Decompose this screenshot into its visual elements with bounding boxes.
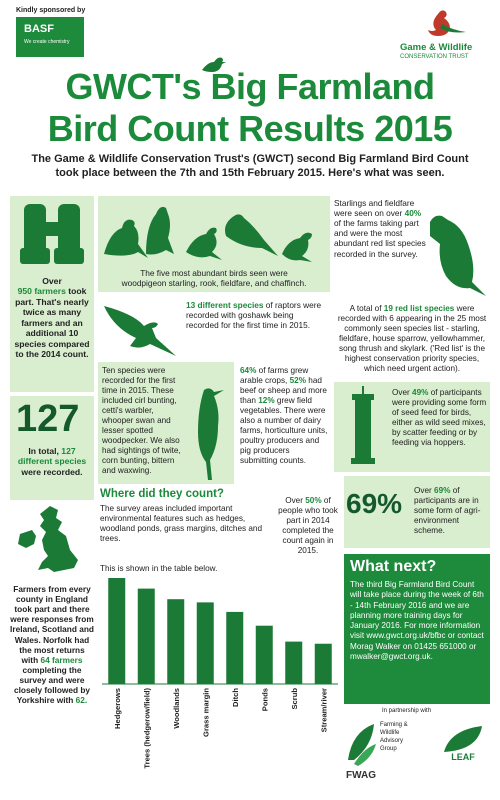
starlings-pre: Starlings and fieldfare were seen on over: [334, 198, 415, 219]
agri-text: [414, 486, 488, 536]
farmers-text: [14, 276, 90, 360]
starlings-pct: 40%: [404, 208, 422, 219]
arable-panel: [238, 362, 330, 484]
farmers-pre: Over: [42, 276, 62, 286]
farmers-post: took part. That's nearly twice as many farmers and an additional 10 species compared to the 2014 count.: [14, 286, 90, 360]
seed-post: of participants were providing some form of seed feed for birds, either as wild seed mixes, by scatter feeding or by feeding via hoppers.: [392, 388, 487, 447]
binoculars-panel: [10, 196, 94, 392]
habitat-chart: [98, 574, 338, 784]
counties-number2: 62.: [75, 695, 88, 706]
red-list-text: [334, 304, 490, 374]
arable-pct3: 12%: [258, 396, 275, 405]
arable-t2: had beef or sheep and more than: [240, 376, 327, 405]
raptors-number: 13 different species: [186, 300, 264, 310]
pheasant-icon: [398, 6, 494, 40]
species-pre: In total,: [28, 446, 59, 456]
bird-feeder-icon: [348, 386, 378, 470]
species-panel: [10, 396, 94, 500]
raptors-panel: [98, 296, 330, 360]
fwag-line2: Wildlife: [380, 730, 400, 736]
chart-bar-1: [108, 578, 125, 684]
habitat-bar-chart: [98, 574, 338, 784]
chart-bar-8: [315, 644, 332, 684]
basf-logo[interactable]: [16, 17, 84, 57]
what-next-heading: What next?: [350, 558, 437, 575]
counties-text: [10, 584, 94, 705]
agri-post: of participants are in some form of agri-environment scheme.: [414, 486, 481, 535]
red-list-post: were recorded with 6 appearing in the 25 most commonly seen species list - starling, fieldfare, house sparrow, yellowhammer, song thrush and skylark. ('Red list' is the highest conservation priority species, which need urgent action).: [337, 304, 487, 373]
fwag-abbr: FWAG: [346, 770, 376, 781]
fwag-leaf-icon: [344, 720, 378, 766]
chart-bar-2: [138, 589, 155, 684]
starling-icon: [420, 202, 490, 298]
where-table-note: This is shown in the table below.: [100, 564, 218, 573]
fwag-line3: Advisory: [380, 738, 404, 744]
bittern-icon: [184, 386, 232, 482]
arable-pct1: 64%: [240, 366, 257, 375]
chart-bar-3: [167, 599, 184, 684]
chart-bar-5: [226, 612, 243, 684]
seed-pct: 49%: [412, 388, 429, 397]
chart-category-label-3: Woodlands: [171, 688, 181, 729]
gwct-name-line1: Game & Wildlife: [400, 42, 473, 53]
counties-number: 64 farmers: [40, 654, 83, 665]
chart-bar-6: [256, 626, 273, 684]
basf-tagline: We create chemistry: [24, 39, 70, 45]
where-heading: Where did they count?: [100, 488, 224, 500]
where-body: The survey areas included important environmental features such as hedges, woodland ponds, grass margins, ditches and trees.: [100, 504, 263, 543]
agri-big-number: 69%: [346, 488, 403, 519]
chart-category-label-5: Ditch: [230, 688, 240, 707]
what-next-body: The third Big Farmland Bird Count will take place during the week of 6th - 14th February 2016 and we are planning more training days for January 2016. For more information visit www.gwct.org.uk/bfbc or contact Morag Walker on 01425 651000 or mwalker@gwct.org.uk.: [350, 580, 484, 661]
agri-pct: 69%: [434, 486, 451, 495]
uk-map-icon: [10, 504, 94, 580]
chart-category-label-8: Stream/river: [319, 688, 329, 733]
leaf-name: LEAF: [451, 752, 475, 762]
seed-panel: [334, 382, 490, 472]
partners-area: [344, 708, 490, 794]
where-panel: [98, 488, 270, 578]
partners-label: In partnership with: [382, 708, 432, 714]
red-list-number: 19 red list species: [383, 304, 455, 313]
counties-t1: Farmers from every county in England took part and there were responses from Ireland, Scotland and Wales. Norfolk had the most returns with: [10, 584, 94, 665]
header: [0, 0, 500, 190]
chart-category-label-4: Grass margin: [201, 688, 211, 737]
starlings-text: [334, 198, 426, 259]
map-panel: [10, 504, 94, 788]
agri-panel: [344, 476, 490, 548]
farmers-number: 950 farmers: [17, 286, 66, 297]
page-title-line2: Bird Count Results 2015: [47, 108, 453, 149]
fwag-logo[interactable]: [344, 720, 428, 790]
red-list-panel: [334, 302, 490, 382]
species-text: [14, 446, 90, 477]
abundant-birds-panel: [98, 196, 330, 292]
seed-pre: Over: [392, 388, 410, 397]
seed-text: [392, 388, 488, 448]
chart-bar-7: [285, 642, 302, 684]
repeat-text: [276, 496, 340, 556]
fwag-line1: Farming &: [380, 722, 408, 728]
chart-category-label-7: Scrub: [289, 688, 299, 710]
raptors-post: of raptors were recorded with goshawk being recorded for the first time in 2015.: [186, 300, 322, 331]
leaf-logo[interactable]: [436, 722, 490, 782]
starlings-post: of the farms taking part and were the most abundant red list species recorded in the survey.: [334, 218, 426, 259]
intro-text: The Game & Wildlife Conservation Trust's (GWCT) second Big Farmland Bird Count took place between the 7th and 15th February 2015. Here's what was seen.: [31, 153, 469, 180]
binoculars-icon: [10, 196, 94, 272]
arable-t1: of farms grew arable crops,: [240, 366, 309, 385]
chart-category-label-6: Ponds: [260, 688, 270, 712]
five-birds-icon: [98, 196, 330, 266]
arable-t3: grew field vegetables. There were also a number of dairy farms, horticulture units, poultry producers and pig producers submitting counts.: [240, 396, 328, 465]
first-time-panel: [98, 362, 234, 484]
chart-category-label-2: Trees (hedgerow/field): [142, 688, 152, 769]
arable-pct2: 52%: [289, 376, 307, 385]
what-next-panel: [344, 554, 490, 704]
gwct-logo[interactable]: [398, 6, 494, 66]
raptors-text: [186, 300, 326, 330]
red-list-pre: A total of: [349, 304, 382, 313]
chart-bar-4: [197, 602, 214, 684]
species-big-number: 127: [16, 398, 80, 440]
starlings-panel: [334, 196, 490, 300]
gwct-name-line2: CONSERVATION TRUST: [400, 54, 469, 60]
arable-text: [240, 366, 328, 466]
counties-t2: completing the survey and were closely followed by Yorkshire with: [13, 664, 91, 706]
abundant-birds-text: The five most abundant birds seen were woodpigeon starling, rook, fieldfare, and chaffinch.: [121, 268, 307, 289]
chart-category-label-1: Hedgerows: [112, 688, 122, 729]
sponsor-label: Kindly sponsored by: [16, 7, 86, 14]
repeat-post: of people who took part in 2014 completed the count again in 2015.: [278, 496, 338, 555]
basf-name: BASF: [24, 23, 54, 35]
repeat-pct: 50%: [305, 496, 322, 505]
species-post: were recorded.: [21, 466, 83, 477]
first-time-text: Ten species were recorded for the first time in 2015. These included cirl bunting, cetti's warbler, whooper swan and lesser spotted woodpecker. We also had sightings of twite, corn bunting, bittern and waxwing.: [102, 366, 181, 475]
repeat-panel: [276, 496, 340, 576]
page-title-line1: GWCT's Big Farmland: [65, 66, 435, 107]
fwag-line4: Group: [380, 746, 397, 752]
raptor-icon: [100, 300, 186, 358]
species-number: 127 different species: [17, 446, 87, 467]
repeat-pre: Over: [285, 496, 303, 505]
agri-pre: Over: [414, 486, 432, 495]
